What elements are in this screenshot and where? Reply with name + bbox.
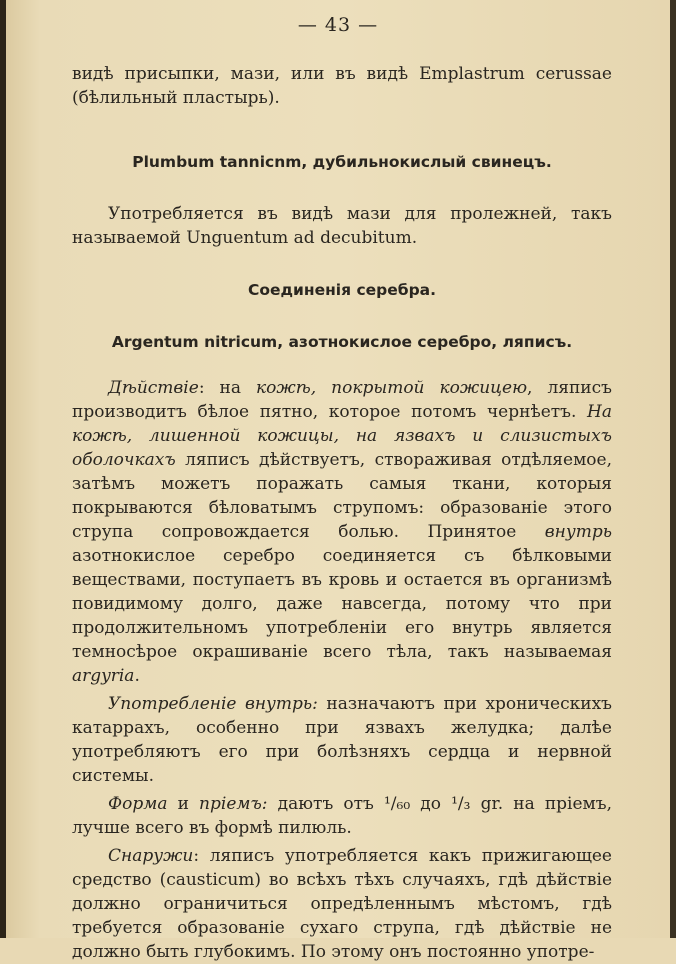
heading-plumbum-tannicum: Plumbum tannicnm, дубильнокислый свинецъ. <box>132 153 552 171</box>
paragraph-1: видѣ присыпки, мази, или въ видѣ Emplastrum cerussae (бѣлильный пластырь). <box>72 64 612 108</box>
text-run: и <box>167 794 200 814</box>
page-edge-right <box>670 0 676 938</box>
term-externally: Снаружи <box>108 846 194 866</box>
paragraph-2: Употребляется въ видѣ мази для пролежней, такъ называемой Unguentum ad decubitum. <box>72 204 612 248</box>
term-skin-uncovered: На кожѣ, лишенной кожицы, на язвахъ и слизистыхъ оболочкахъ <box>72 402 612 470</box>
term-argyria: argyria <box>72 666 135 686</box>
term-action: Дѣйствіе <box>108 378 199 398</box>
term-internal-use: Употребленіе внутрь: <box>108 694 318 714</box>
text-run: : ляписъ употребляется какъ прижигающее средство (causticum) во всѣхъ тѣхъ случаяхъ, гдѣ дѣйствіе должно ограничиться опредѣленнымъ мѣстомъ, гдѣ требуется образованіе сухаго струпа, гдѣ дѣйствіе не должно быть глубокимъ. По этому онъ постоянно употре- <box>72 846 612 962</box>
paragraph-form-dose <box>72 792 612 840</box>
page-number: — 43 — <box>297 14 379 36</box>
text-run: азотнокислое серебро соединяется съ бѣлковыми веществами, поступаетъ въ кровь и остается въ организмѣ повидимому долго, даже навсегда, потому что при продолжительномъ употребленіи его внутрь является темносѣрое окрашиваніе всего тѣла, такъ называемая <box>72 546 612 662</box>
term-skin-covered: кожѣ, покрытой кожицею <box>256 378 528 398</box>
paragraph-internal-use <box>72 692 612 788</box>
term-internally: внутрь <box>544 522 612 542</box>
paragraph-action <box>72 376 612 688</box>
text-run: , ляписъ производитъ бѣлое пятно, которое потомъ чернѣетъ. <box>72 378 612 422</box>
page-content <box>72 62 612 964</box>
term-form: Форма <box>108 794 168 814</box>
paragraph-external-use <box>72 844 612 964</box>
text-run: ляписъ дѣйствуетъ, створаживая отдѣляемое, затѣмъ можетъ поражать самыя ткани, которыя покрываются бѣловатымъ струпомъ: образованіе этого струпа сопровождается болью. Принятое <box>72 450 612 542</box>
text-run: назначаютъ при хроническихъ катаррахъ, особенно при язвахъ желудка; далѣе употребляютъ его при болѣзняхъ сердца и нервной системы. <box>72 694 612 786</box>
text-run: : на <box>198 378 257 398</box>
heading-silver-compounds: Соединенія серебра. <box>247 281 437 299</box>
term-dose: пріемъ: <box>199 794 268 814</box>
text-run: . <box>134 666 140 686</box>
text-run: даютъ отъ ¹/₆₀ до ¹/₃ gr. на пріемъ, лучше всего въ формѣ пилюль. <box>72 794 612 838</box>
heading-argentum-nitricum: Argentum nitricum, азотнокислое серебро, ляписъ. <box>111 333 573 351</box>
page-edge-left <box>0 0 6 938</box>
